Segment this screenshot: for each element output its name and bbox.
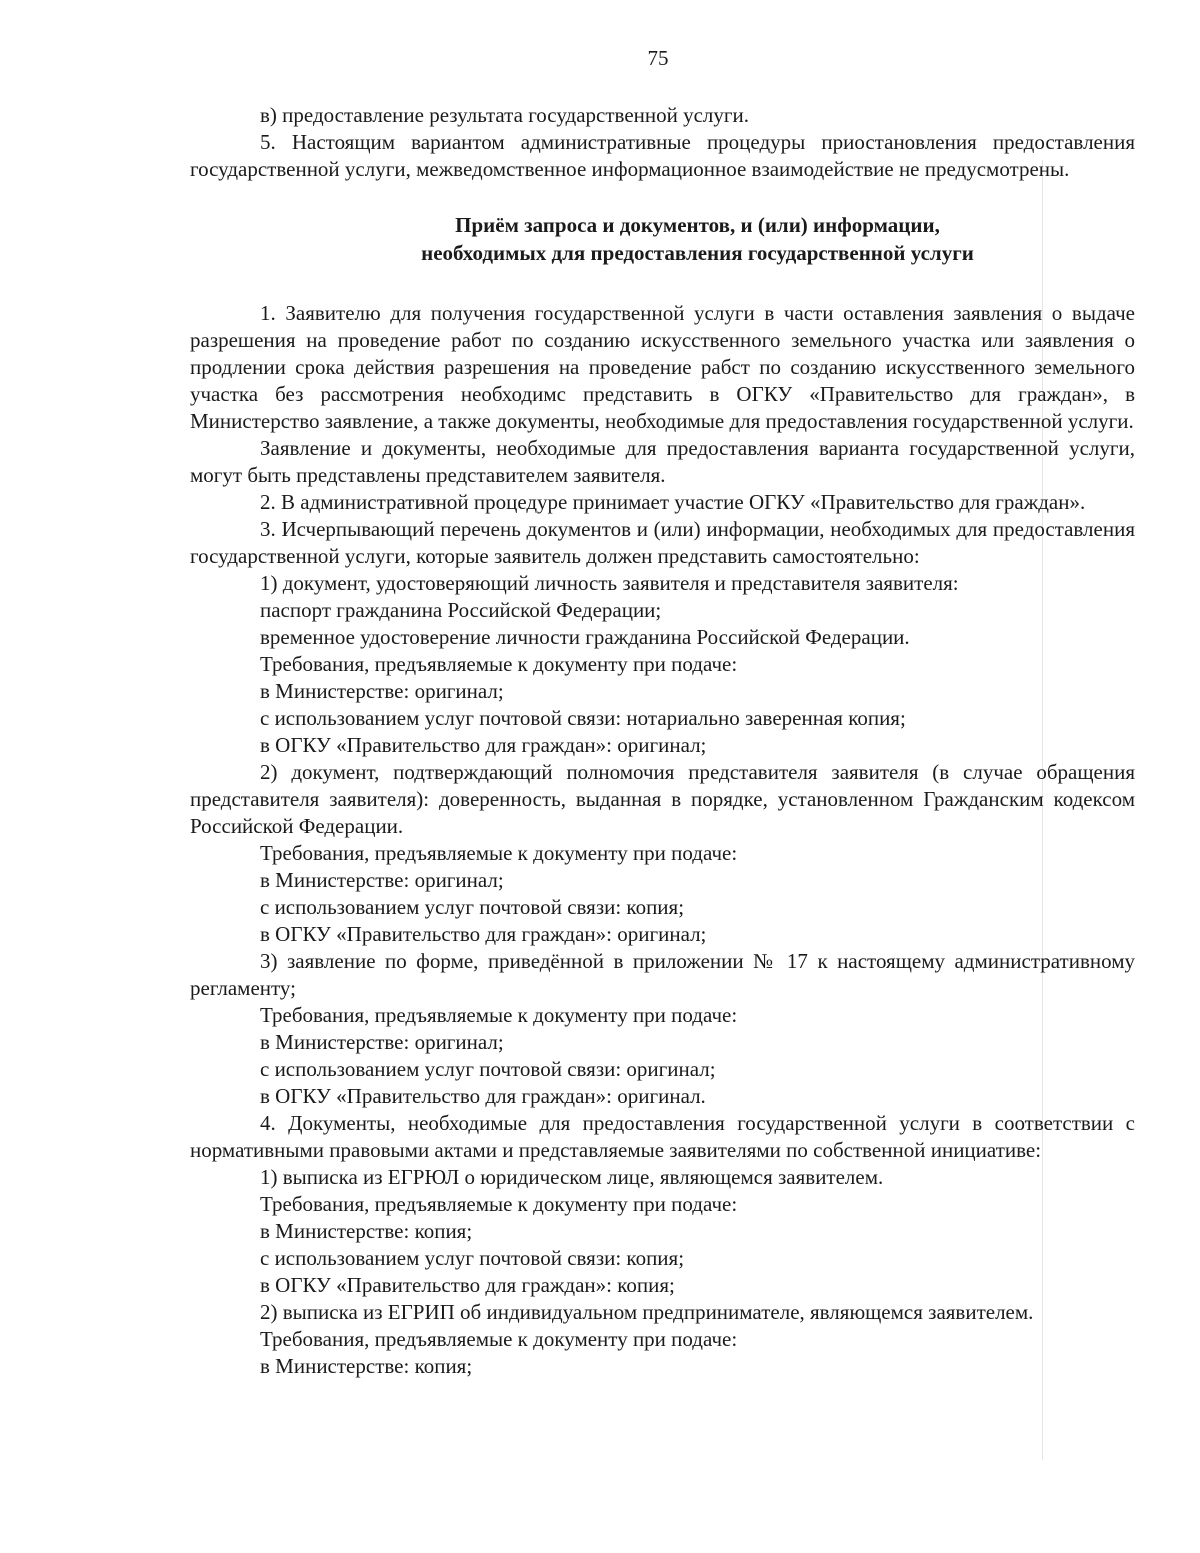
paragraph: 1. Заявителю для получения государственной услуги в части оставления заявления о выдаче разрешения на проведение работ по созданию искусственного земельного участка или заявления о продлении срока действия разрешения на проведение рабст по созданию искусственного земельного участка без рассмотрения необходимс представить в ОГКУ «Правительство для граждан», в Министерство заявление, а также документы, необходимые для предоставления государственной услуги.	[190, 301, 1135, 433]
list-line: в ОГКУ «Правительство для граждан»: оригинал;	[260, 922, 707, 946]
list-line: Требования, предъявляемые к документу при подаче:	[260, 1192, 738, 1216]
page-number: 75	[647, 46, 669, 70]
list-line: в Министерстве: оригинал;	[260, 1030, 504, 1054]
paragraph: Заявление и документы, необходимые для предоставления варианта государственной услуги, могут быть представлены представителем заявителя.	[190, 436, 1135, 487]
list-line: временное удостоверение личности гражданина Российской Федерации.	[260, 625, 910, 649]
list-line: 1) документ, удостоверяющий личность заявителя и представителя заявителя:	[260, 571, 959, 595]
section-heading-line: необходимых для предоставления государственной услуги	[421, 241, 974, 265]
list-line: в Министерстве: копия;	[260, 1219, 473, 1243]
list-line: в ОГКУ «Правительство для граждан»: копия;	[260, 1273, 675, 1297]
paragraph: 3. Исчерпывающий перечень документов и (или) информации, необходимых для предоставления государственной услуги, которые заявитель должен представить самостоятельно:	[190, 517, 1135, 568]
list-line: с использованием услуг почтовой связи: копия;	[260, 1246, 685, 1270]
list-line: Требования, предъявляемые к документу при подаче:	[260, 1003, 738, 1027]
list-line: в Министерстве: оригинал;	[260, 679, 504, 703]
paragraph: 2. В административной процедуре принимает участие ОГКУ «Правительство для граждан».	[260, 490, 1086, 514]
list-line: в Министерстве: оригинал;	[260, 868, 504, 892]
list-line: 2) выписка из ЕГРИП об индивидуальном предпринимателе, являющемся заявителем.	[260, 1300, 1034, 1324]
list-line: Требования, предъявляемые к документу при подаче:	[260, 841, 738, 865]
paragraph: 4. Документы, необходимые для предоставления государственной услуги в соответствии с нормативными правовыми актами и представляемые заявителями по собственной инициативе:	[190, 1111, 1135, 1162]
list-line: Требования, предъявляемые к документу при подаче:	[260, 1327, 738, 1351]
paragraph: 5. Настоящим вариантом административные процедуры приостановления предоставления государственной услуги, межведомственное информационное взаимодействие не предусмотрены.	[190, 130, 1135, 181]
list-line: паспорт гражданина Российской Федерации;	[260, 598, 662, 622]
document-body	[190, 102, 1135, 1380]
paragraph: 3) заявление по форме, приведённой в приложении № 17 к настоящему административному регламенту;	[190, 949, 1135, 1000]
list-line: 1) выписка из ЕГРЮЛ о юридическом лице, являющемся заявителем.	[260, 1165, 884, 1189]
section-heading	[190, 211, 1135, 267]
list-line: с использованием услуг почтовой связи: оригинал;	[260, 1057, 716, 1081]
paragraph: 2) документ, подтверждающий полномочия представителя заявителя (в случае обращения представителя заявителя): доверенность, выданная в порядке, установленном Гражданским кодексом Российской Федерации.	[190, 760, 1135, 838]
list-line: с использованием услуг почтовой связи: нотариально заверенная копия;	[260, 706, 906, 730]
list-line: в ОГКУ «Правительство для граждан»: оригинал;	[260, 733, 707, 757]
list-line: с использованием услуг почтовой связи: копия;	[260, 895, 685, 919]
list-line: в ОГКУ «Правительство для граждан»: оригинал.	[260, 1084, 706, 1108]
list-line: в Министерстве: копия;	[260, 1354, 473, 1378]
list-line: в) предоставление результата государственной услуги.	[260, 103, 750, 127]
list-line: Требования, предъявляемые к документу при подаче:	[260, 652, 738, 676]
section-heading-line: Приём запроса и документов, и (или) информации,	[455, 213, 940, 237]
